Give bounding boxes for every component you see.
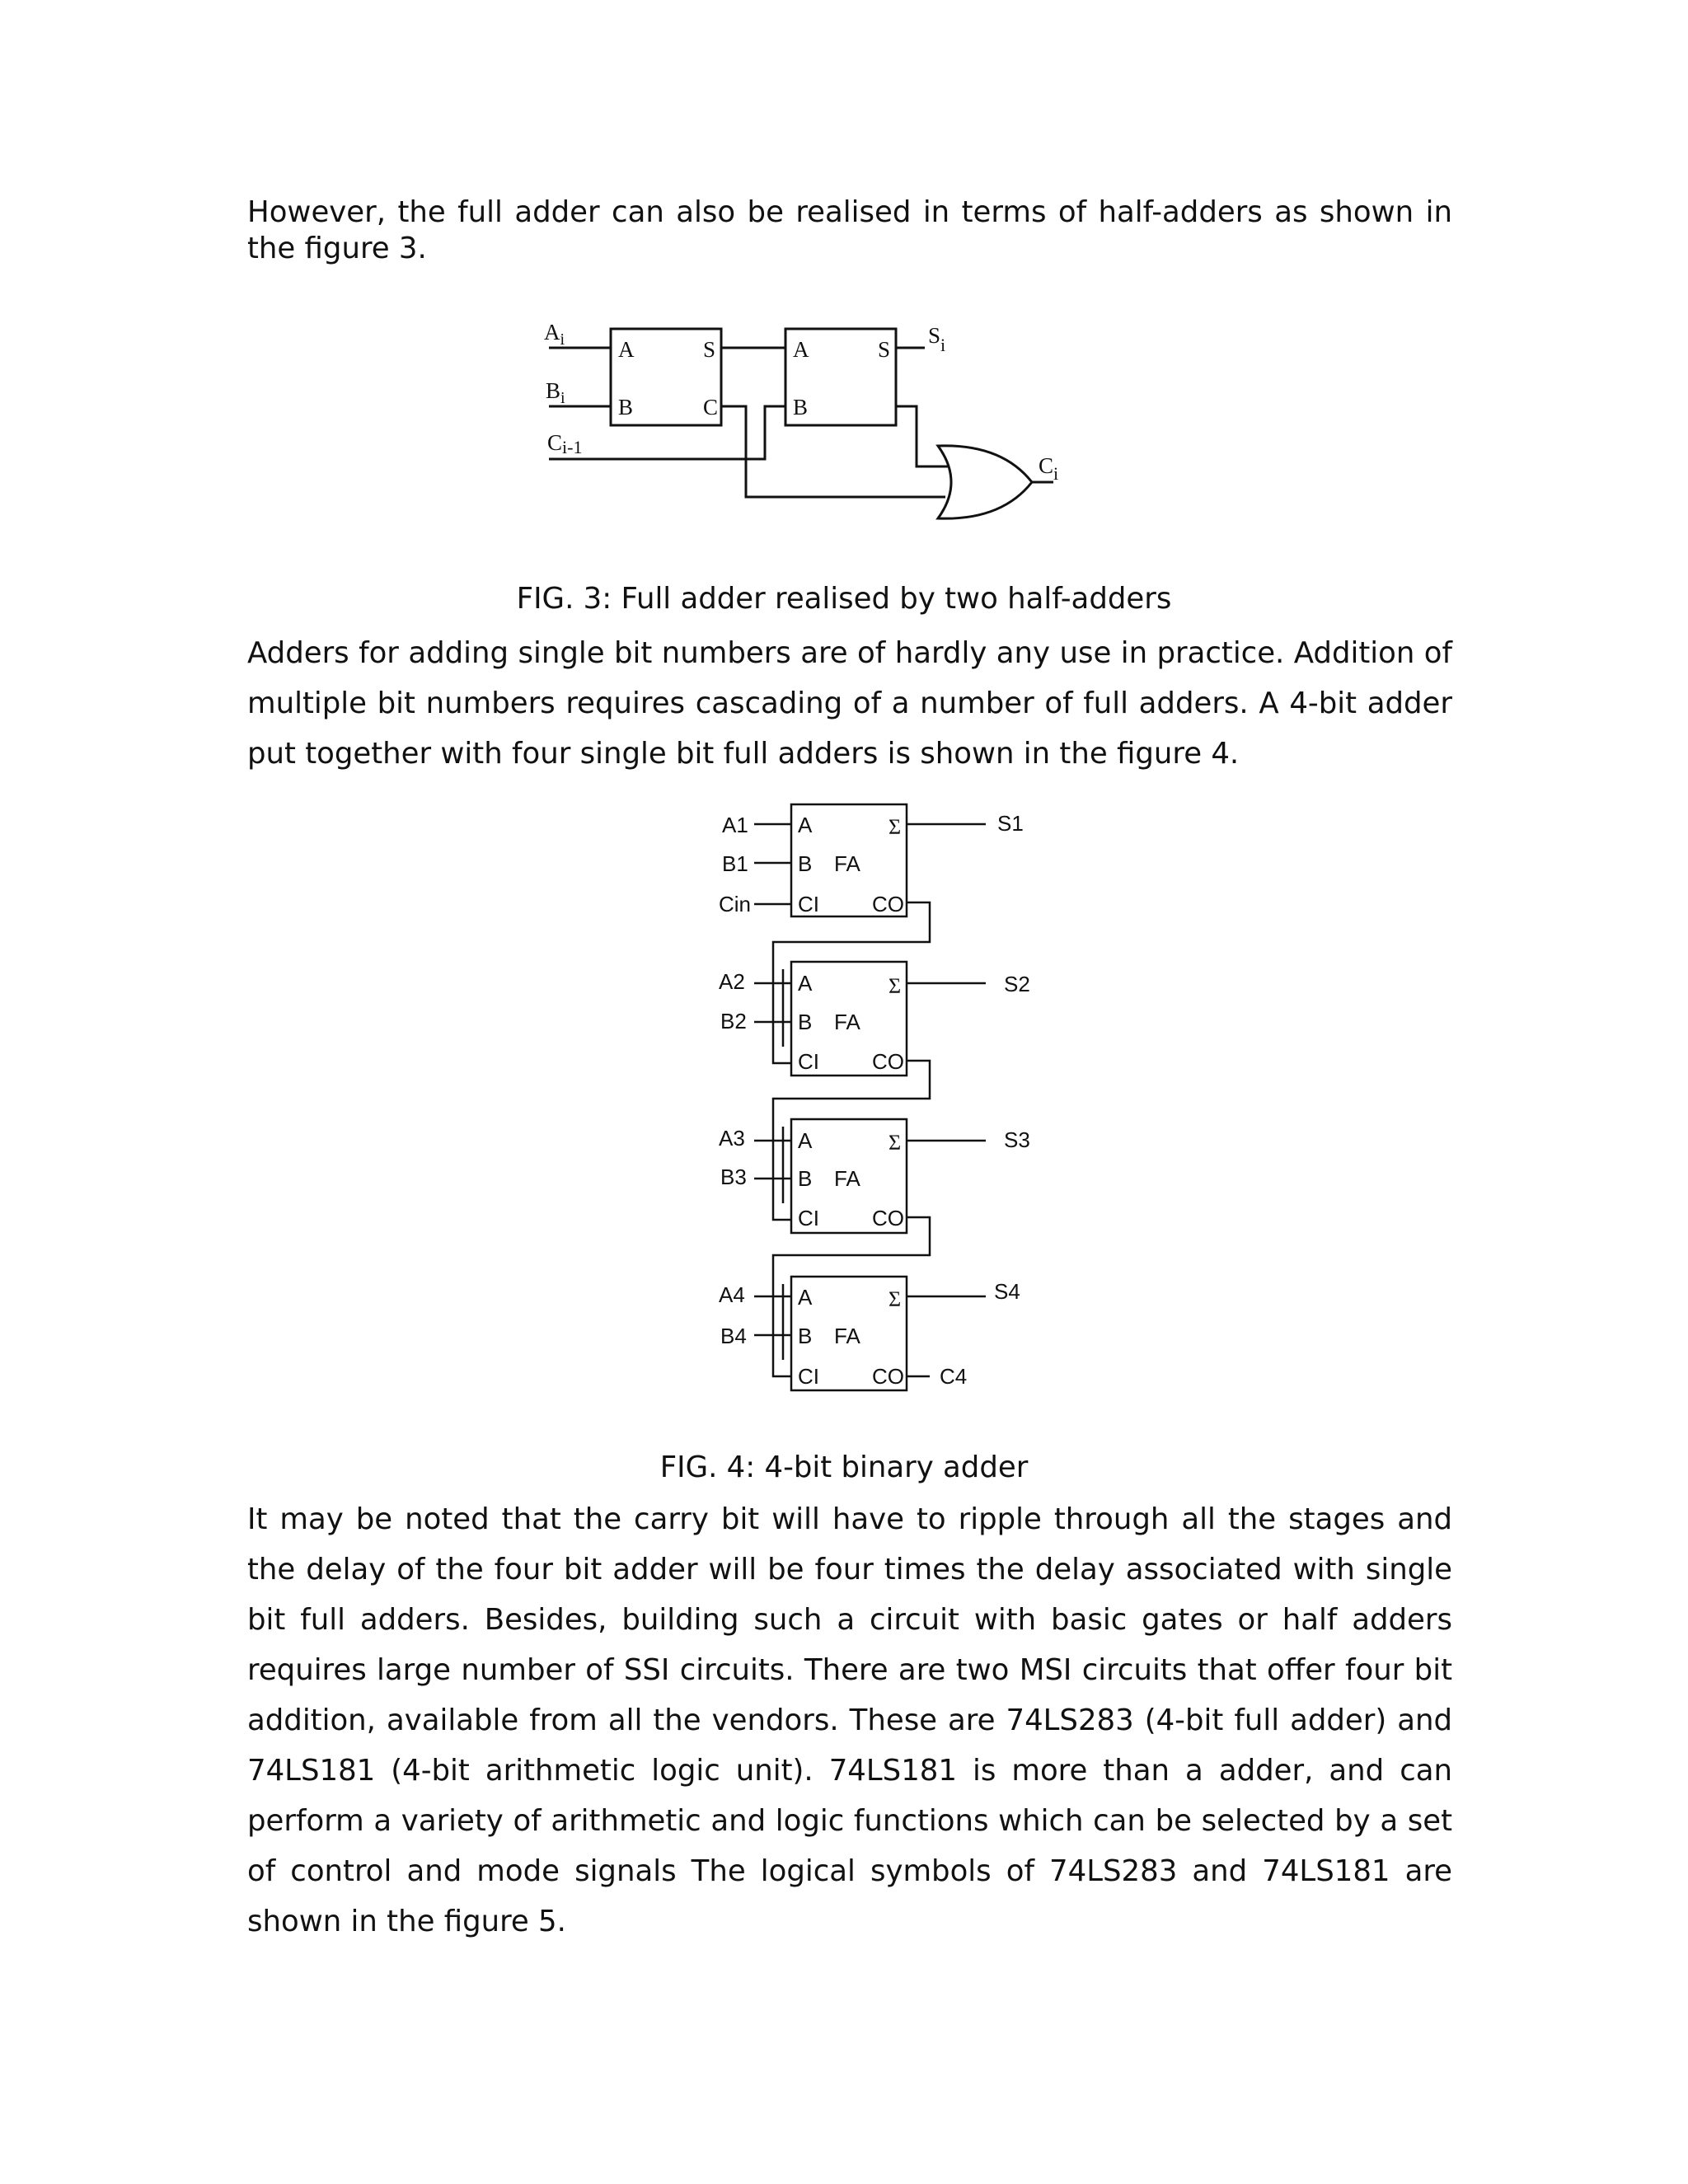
fa4-port-b: B — [798, 1324, 813, 1348]
fa3-port-ci: CI — [798, 1206, 819, 1230]
fa2-port-sum: Σ — [889, 974, 902, 998]
label-ci-1: Ci-1 — [547, 430, 583, 457]
fa1-name: FA — [834, 851, 860, 876]
ha1-port-s: S — [703, 337, 716, 362]
ha1-port-a: A — [618, 337, 635, 362]
fa4-port-ci: CI — [798, 1364, 819, 1389]
fa3-port-co: CO — [872, 1206, 904, 1230]
label-ci: $C_i$ — [1039, 453, 1059, 484]
fa4-port-co: CO — [872, 1364, 904, 1389]
input-a3: A3 — [719, 1126, 745, 1151]
fa3-port-sum: Σ — [889, 1131, 902, 1155]
fa3-port-b: B — [798, 1166, 813, 1191]
paragraph-ripple-carry: It may be noted that the carry bit will have to ripple through all the stages and the delay of the four bit adder will be four times the delay associated with single bit full adders. Besides, building such a circuit with basic gates or half adders requires large number of SSI circuits. There are two MSI circuits that offer four bit addition, available from all the vendors. These are 74LS283 (4-bit full adder) and 74LS181 (4-bit arithmetic logic unit). 74LS181 is more than a adder, and can perform a variety of arithmetic and logic functions which can be selected by a set of control and mode signals The logical symbols of 74LS283 and 74LS181 are shown in the figure 5. — [247, 1502, 1452, 1938]
fa1-port-b: B — [798, 851, 813, 876]
label-si: $S_i$ — [928, 323, 946, 355]
fa2-name: FA — [834, 1010, 860, 1034]
output-s3: S3 — [1004, 1127, 1030, 1152]
fa1-port-ci: CI — [798, 892, 819, 916]
ha1-port-c: C — [703, 395, 719, 419]
fa2-port-co: CO — [872, 1049, 904, 1074]
output-s1: S1 — [997, 811, 1024, 836]
fa4-name: FA — [834, 1324, 860, 1348]
output-s4: S4 — [994, 1279, 1020, 1304]
input-b3: B3 — [720, 1165, 747, 1189]
fa2-port-b: B — [798, 1010, 813, 1034]
fa2-port-a: A — [798, 971, 813, 996]
fa1-port-sum: Σ — [889, 815, 902, 839]
fa4-port-sum: Σ — [889, 1287, 902, 1311]
input-a2: A2 — [719, 969, 745, 994]
input-b1: B1 — [722, 851, 748, 876]
label-ai: $A_i$ — [544, 320, 565, 349]
figure-3-caption: FIG. 3: Full adder realised by two half-adders — [516, 582, 1172, 616]
input-a1: A1 — [722, 813, 748, 837]
input-b2: B2 — [720, 1009, 747, 1033]
fa3-port-a: A — [798, 1128, 813, 1153]
ha2-port-b: B — [793, 395, 809, 419]
fa3-name: FA — [834, 1166, 860, 1191]
output-s2: S2 — [1004, 972, 1030, 996]
fa1-port-co: CO — [872, 892, 904, 916]
ha1-port-b: B — [618, 395, 634, 419]
input-cin: Cin — [719, 892, 752, 916]
fa2-port-ci: CI — [798, 1049, 819, 1074]
ha2-port-s: S — [878, 337, 891, 362]
fa1-port-a: A — [798, 813, 813, 837]
ha2-port-a: A — [793, 337, 809, 362]
input-b4: B4 — [720, 1324, 747, 1348]
paragraph-intro: However, the full adder can also be realised in terms of half-adders as shown in the figure 3. — [247, 195, 1452, 265]
fa4-port-a: A — [798, 1285, 813, 1310]
paragraph-cascading: Adders for adding single bit numbers are of hardly any use in practice. Addition of multiple bit numbers requires cascading of a number of full adders. A 4-bit adder put together with four single bit full adders is shown in the figure 4. — [247, 636, 1452, 771]
input-a4: A4 — [719, 1282, 745, 1307]
label-bi: $B_i$ — [546, 378, 565, 407]
output-c4: C4 — [940, 1364, 968, 1389]
figure-4-caption: FIG. 4: 4-bit binary adder — [659, 1451, 1029, 1484]
